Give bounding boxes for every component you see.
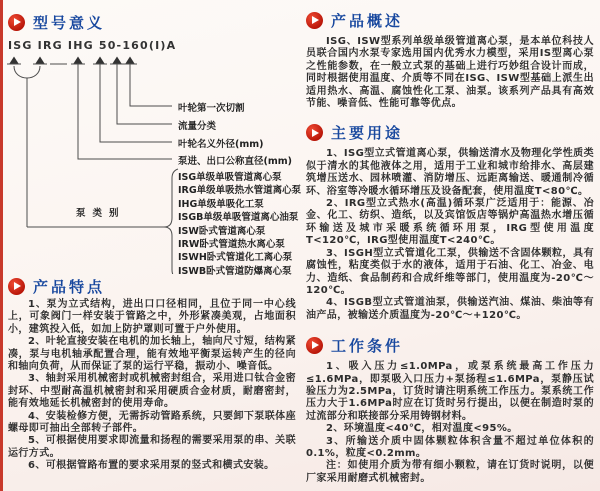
feature-paragraph: 6、可根据管路布置的要求采用泵的竖式和横式安装。 [28, 460, 275, 472]
condition-paragraph: 2、环境温度<40℃，相对温度<95%。 [326, 423, 518, 435]
section-title-conditions: 工作条件 [331, 337, 404, 356]
use-paragraph: 1、ISG型立式管道离心泵，供输送清水及物理化学性质类似于清水的其他液体之用，适用于工业和城市给排水、高层建筑增压送水、园林喷灌、消防增压、远距离输送、暖通制冷循环、浴室等冷暖水循环增压及设备配套，使用温度T<80℃。 [306, 148, 594, 197]
feature-paragraph: 4、安装检修方便，无需拆动管路系统，只要卸下泵联体座螺母即可抽出全部转子部件。 [8, 410, 296, 435]
pump-type-list [178, 171, 301, 278]
condition-paragraph: 3、所输送介质中固体颗粒体积含量不超过单位体积的0.1%，粒度<0.2mm。 [306, 435, 594, 459]
use-paragraph: 4、ISGB型立式管道油泵，供输送汽油、煤油、柴油等有油产品，被输送介质温度为-20℃～+120℃。 [306, 297, 594, 321]
red-play-bullet-icon [306, 124, 323, 141]
right-column [306, 10, 594, 485]
overview-paragraph: ISG、ISW型系列单级单级管道离心泵，是本单位科技人员联合国内水泵专家选用国内优秀水力模型，采用IS型离心泵之性能参数，在一般立式泵的基础上进行巧妙组合设计而成，同时根据使用温度、介质等不同在ISG、ISW型基础上派生出适用热水、高温、腐蚀性化工泵、油泵。该系列产品具有高效节能、噪音低、性能可靠等优点。 [306, 36, 594, 110]
condition-paragraph: 1、吸入压力≤1.0MPa，或泵系统最高工作压力≤1.6MPa，即泵吸入口压力+泵扬程≤1.6MPa，泵静压试验压力为2.5MPa，订货时请注明系统工作压力。泵系统工作压力大于1.6MPa时应在订货时另行提出，以便在制造时泵的过流部分和联接部分采用铸钢材料。 [306, 361, 594, 422]
pump-type-item: IRG单级单吸热水管道离心泵 [178, 185, 302, 197]
diagram-label-pump-category: 泵类别 [76, 208, 126, 219]
red-play-bullet-icon [8, 278, 25, 295]
pump-type-item: IHG单级单吸化工泵 [178, 198, 264, 210]
red-play-bullet-icon [8, 14, 25, 31]
diagram-label-impeller-cut: 叶轮第一次切割 [178, 103, 245, 114]
red-play-bullet-icon [306, 337, 323, 354]
section-title-uses: 主要用途 [331, 124, 404, 143]
diagram-label-impeller-od: 叶轮名义外径(mm) [178, 139, 264, 150]
use-paragraph: 2、IRG型立式热水(高温)循环泵广泛适用于：能源、冶金、化工、纺织、造纸，以及宾馆饭店等锅炉高温热水增压循环输送及城市采暖系统循环用泵，IRG型使用温度T<120℃，IRG型使用温度T<240℃。 [306, 198, 594, 247]
diagram-label-port-diameter: 泵进、出口公称直径(mm) [178, 156, 292, 167]
pump-type-item: ISWB卧式管道防爆离心泵 [178, 265, 292, 277]
use-paragraph: 3、ISGH型立式管道化工泵，供输送不含固体颗粒，具有腐蚀性，粘度类似于水的液体，适用于石油、化工、冶金、电力、造纸、食品制药和合成纤维等部门，使用温度为-20℃～120℃。 [306, 247, 594, 296]
section-header-overview [306, 10, 594, 31]
model-code: ISG IRG IHG 50-160(I)A [8, 39, 177, 52]
section-title-features: 产品特点 [33, 278, 106, 296]
red-play-bullet-icon [306, 12, 323, 29]
section-header-features [8, 276, 105, 297]
pump-type-item: ISGB单级单吸管道离心油泵 [178, 212, 299, 224]
feature-paragraph: 5、可根据使用要求即流量和扬程的需要采用泵的串、关联运行方式。 [8, 435, 296, 459]
diagram-label-flow-class: 流量分类 [178, 121, 217, 132]
section-title-model-meaning: 型号意义 [33, 14, 106, 32]
model-code-diagram [6, 54, 302, 277]
section-header-model-meaning [8, 12, 105, 33]
section-title-overview: 产品概述 [331, 12, 404, 30]
page-left-red-border [0, 0, 3, 491]
pump-type-item: ISWH卧式管道化工离心泵 [178, 252, 293, 264]
feature-paragraph: 1、泵为立式结构，进出口口径相同，且位于同一中心线上，可象阀门一样安装于管路之中，外形紧凑美观，占地面积小，建筑投入低，如加上防护罩则可置于户外使用。 [8, 299, 296, 335]
features-text [8, 299, 296, 473]
condition-note: 注：如使用介质为带有细小颗粒，请在订货时说明，以便厂家采用耐磨式机械密封。 [306, 460, 594, 484]
feature-paragraph: 3、轴封采用机械密封或机械密封组合，采用进口钛合金密封环、中型耐高温机械密封和采用硬质合金材质，耐磨密封，能有效地延长机械密封的使用寿命。 [8, 373, 296, 410]
section-header-conditions [306, 335, 594, 356]
pump-type-item: IRW卧式管道热水离心泵 [178, 239, 285, 251]
section-header-uses [306, 122, 594, 143]
feature-paragraph: 2、叶轮直接安装在电机的加长轴上，轴向尺寸短，结构紧凑，泵与电机轴承配置合理，能有效地平衡泵运转产生的径向和轴向负荷，从而保证了泵的运行平稳，振动小、噪音低。 [8, 336, 296, 373]
pump-type-item: ISG单级单吸管道离心泵 [178, 172, 282, 183]
pump-type-item: ISW卧式管道离心泵 [178, 225, 266, 237]
